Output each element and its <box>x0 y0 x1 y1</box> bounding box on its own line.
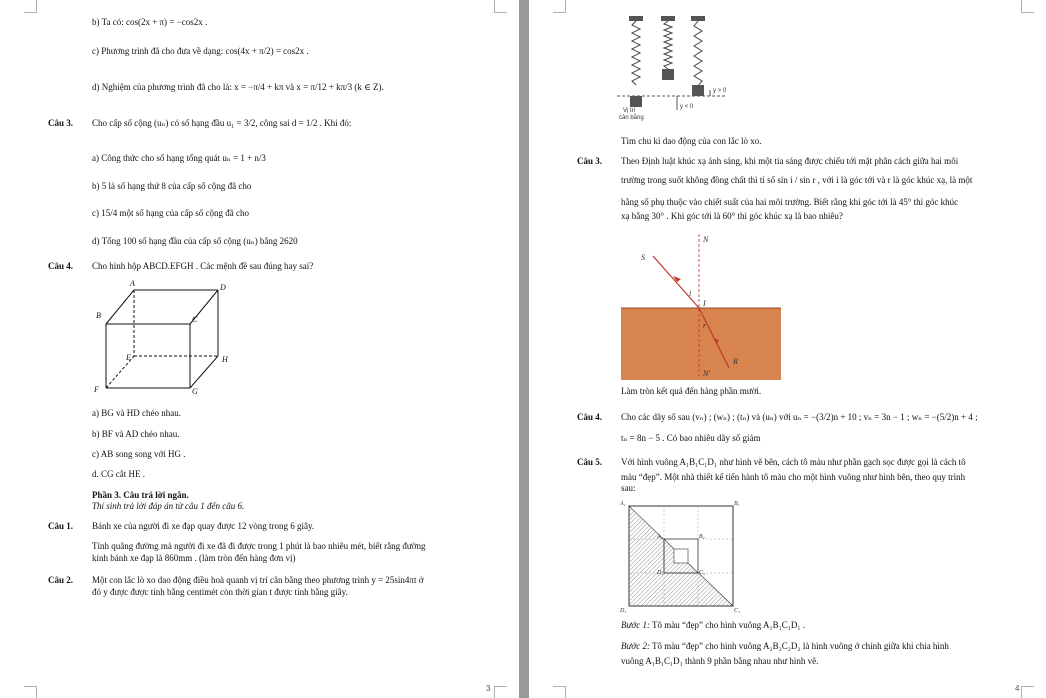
q4-option-d: d. CG cắt HE . <box>92 469 145 479</box>
crop-mark <box>494 0 507 13</box>
crop-mark <box>553 686 566 698</box>
q4-option-b: b) BF và AD chéo nhau. <box>92 429 180 439</box>
part3-title: Phần 3. Câu trả lời ngắn. <box>92 490 189 500</box>
s1-line3: kính bánh xe đạp là 860mm . (làm tròn đến hàng đơn vị) <box>92 553 296 563</box>
crop-mark <box>24 0 37 13</box>
s3-line2: trường trong suốt không đồng chất thì tỉ số sin i / sin r , với i là góc tới và r là góc khúc xạ, là một <box>621 175 973 185</box>
label-r: R <box>733 357 738 366</box>
q3-option-a: a) Công thức cho số hạng tổng quát uₙ = 1 + n/3 <box>92 153 266 163</box>
q4-option-c: c) AB song song với HG . <box>92 449 186 459</box>
part3-subtitle: Thí sinh trả lời đáp án từ câu 1 đến câu 6. <box>92 501 245 511</box>
step2-text: Tô màu “đẹp” cho hình vuông A₂B₂C₂D₂ là hình vuông ở chính giữa khi chia hình <box>649 641 949 651</box>
label-n: N <box>703 235 709 244</box>
crop-mark <box>553 0 566 13</box>
s2-question-tail: Tìm chu kì dao động của con lắc lò xo. <box>621 136 762 146</box>
vertex-label-f: F <box>94 385 99 394</box>
label-d1: D₁ <box>620 608 627 614</box>
s2-line2: đó y được được tính bằng centimét còn thời gian t được tính bằng giây. <box>92 587 348 597</box>
document-page-4 <box>529 0 1046 698</box>
s1-line2: Tính quãng đường mà người đi xe đã đi được trong 1 phút là bao nhiêu mét, biết rằng đường <box>92 541 426 551</box>
label-a1: A₁ <box>620 501 626 507</box>
s3-line3: hằng số phụ thuộc vào chiết suất của hai môi trường. Biết rằng khi góc tới là 45° thì góc khúc <box>621 197 959 207</box>
s1-line1: Bánh xe của người đi xe đạp quay được 12 vòng trong 6 giây. <box>92 521 315 531</box>
refraction-figure <box>621 230 781 380</box>
label-y-positive: y > 0 <box>713 88 727 94</box>
s5-line3: sau: <box>621 483 636 493</box>
step1 <box>621 620 805 631</box>
vertex-label-a: A <box>130 279 135 288</box>
q4-number: Câu 4. <box>48 261 74 271</box>
s3-number: Câu 3. <box>577 156 603 166</box>
label-a2: A₂ <box>657 534 663 540</box>
q4-stem: Cho hình hộp ABCD.EFGH . Các mệnh đề sau đúng hay sai? <box>92 261 314 271</box>
step2-line2: vuông A₁B₁C₁D₁ thành 9 phần bằng nhau như hình vẽ. <box>621 656 819 666</box>
crop-mark <box>24 686 37 698</box>
s5-line2: màu “đẹp”. Một nhà thiết kế tiến hành tô màu cho một hình vuông như hình bên, theo quy trình <box>621 472 966 482</box>
page-number: 4 <box>1015 684 1020 693</box>
label-refraction-angle: r <box>703 321 707 330</box>
label-y-negative: y < 0 <box>680 104 694 110</box>
label-b2: B₂ <box>699 534 705 540</box>
label-i-point: I <box>703 299 706 308</box>
page-number: 3 <box>486 684 491 693</box>
step1-text: Tô màu “đẹp” cho hình vuông A₁B₁C₁D₁ . <box>649 620 806 630</box>
q3-stem: Cho cấp số cộng (uₙ) có số hạng đầu u₁ = 3/2, công sai d = 1/2 . Khi đó: <box>92 118 352 128</box>
s3-round-note: Làm tròn kết quả đến hàng phần mười. <box>621 386 762 396</box>
label-s: S <box>641 253 645 262</box>
q3-option-c: c) 15/4 một số hạng của cấp số cộng đã cho <box>92 208 249 218</box>
vertex-label-d: D <box>220 283 226 292</box>
s2-number: Câu 2. <box>48 575 74 585</box>
crop-mark <box>1021 686 1034 698</box>
step2-label: Bước 2: <box>621 641 650 651</box>
label-b1: B₁ <box>734 501 740 507</box>
s3-line1: Theo Định luật khúc xạ ánh sáng, khi một tia sáng được chiếu tới mặt phân cách giữa hai môi <box>621 156 959 166</box>
s3-line4: xạ bằng 30° . Khi góc tới là 60° thì góc khúc xạ là bao nhiêu? <box>621 211 843 221</box>
crop-mark <box>1021 0 1034 13</box>
q2-option-d: d) Nghiệm của phương trình đã cho là: x = −π/4 + kπ và x = π/12 + kπ/3 (k ∈ Z). <box>92 82 384 92</box>
s4-line2: tₙ = 8n − 5 . Có bao nhiêu dãy số giảm <box>621 433 761 443</box>
s4-line1: Cho các dãy số sau (vₙ) ; (wₙ) ; (tₙ) và (uₙ) với uₙ = −(3/2)n + 10 ; vₙ = 3n − 1 ; wₙ = −(5/2)n + 4 ; <box>621 412 978 422</box>
q4-option-a: a) BG và HD chéo nhau. <box>92 408 181 418</box>
document-page-3 <box>0 0 519 698</box>
q3-number: Câu 3. <box>48 118 74 128</box>
vertex-label-g: G <box>192 387 198 396</box>
box-figure <box>90 278 250 398</box>
label-n-prime: N' <box>703 369 711 378</box>
crop-mark <box>494 686 507 698</box>
q3-option-d: d) Tổng 100 số hạng đầu của cấp số cộng (uₙ) bằng 2620 <box>92 236 298 246</box>
vertex-label-h: H <box>222 355 228 364</box>
q2-option-b: b) Ta có: cos(2x + π) = −cos2x . <box>92 17 208 27</box>
label-d2: D₂ <box>657 570 664 576</box>
s1-number: Câu 1. <box>48 521 74 531</box>
s4-number: Câu 4. <box>577 412 603 422</box>
label-equilibrium-2: cân bằng <box>619 115 644 121</box>
vertex-label-c: C <box>192 315 198 324</box>
q2-option-c: c) Phương trình đã cho đưa về dạng: cos(4x + π/2) = cos2x . <box>92 46 309 56</box>
s5-number: Câu 5. <box>577 457 603 467</box>
square-coloring-figure <box>619 496 749 616</box>
label-c1: C₁ <box>734 608 741 614</box>
label-c2: C₂ <box>699 570 706 576</box>
vertex-label-e: E <box>126 353 131 362</box>
spring-figure <box>617 14 737 124</box>
s5-line1: Với hình vuông A₁B₁C₁D₁ như hình vẽ bên, cách tô màu như phần gạch sọc được gọi là cách tô <box>621 457 966 467</box>
label-equilibrium-1: Vị trí <box>623 108 636 114</box>
vertex-label-b: B <box>96 311 101 320</box>
s2-line1: Một con lắc lò xo dao động điều hoà quanh vị trí cân bằng theo phương trình y = 25sin4πt ở <box>92 575 424 585</box>
q3-option-b: b) 5 là số hạng thứ 8 của cấp số cộng đã cho <box>92 181 252 191</box>
step2 <box>621 641 949 652</box>
step1-label: Bước 1: <box>621 620 650 630</box>
label-incidence-angle: i <box>689 289 692 298</box>
